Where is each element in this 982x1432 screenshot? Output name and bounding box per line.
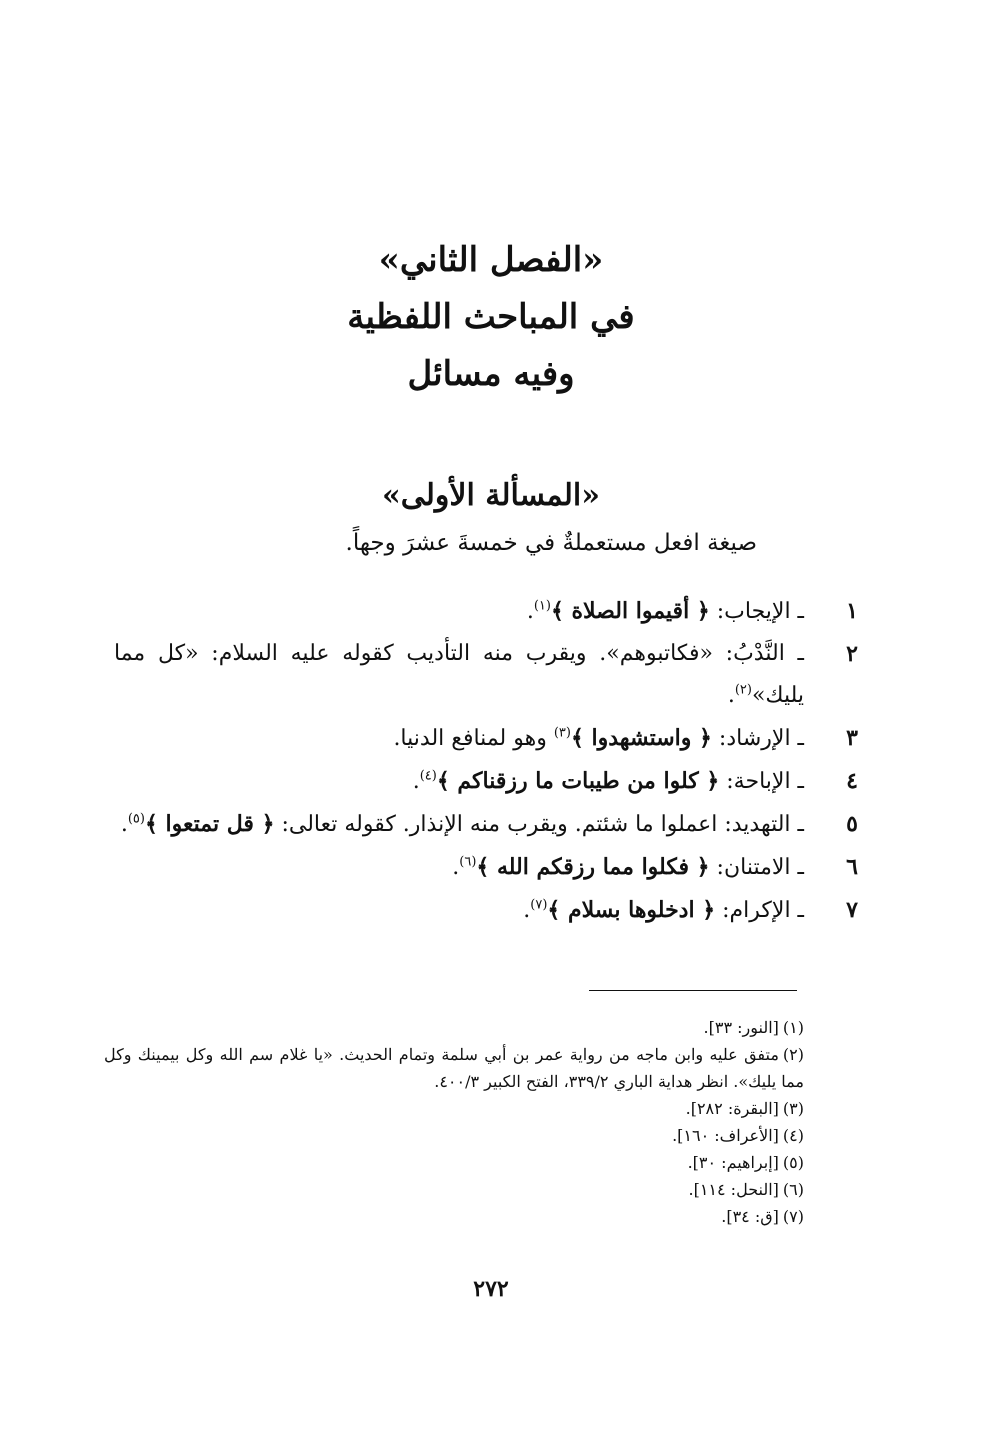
- footnote-text: [البقرة: ٢٨٢].: [685, 1099, 779, 1118]
- chapter-title: «الفصل الثاني»: [378, 240, 604, 280]
- item-text: «فكاتبوهم». ويقرب منه التأديب كقوله عليه السلام: «كل مما يليك»: [114, 641, 804, 708]
- list-item: [114, 717, 858, 760]
- footnote: [104, 1149, 804, 1176]
- footnote-number: (٣): [782, 1099, 804, 1118]
- footnote-divider: [589, 990, 797, 991]
- footnote: [104, 1203, 804, 1230]
- page-number: ٢٧٢: [473, 1276, 509, 1302]
- footnote: [104, 1095, 804, 1122]
- quran-verse: ﴿ أقيموا الصلاة ﴾: [550, 598, 710, 624]
- item-label: ـ النَّدْبُ:: [712, 641, 804, 666]
- item-number: ٤: [846, 768, 858, 794]
- footnote-ref: (٢): [734, 682, 752, 698]
- footnote-number: (٢): [782, 1045, 805, 1064]
- footnote: [104, 1014, 804, 1041]
- item-text-end: .: [727, 683, 735, 708]
- item-text-end: .: [452, 855, 460, 880]
- footnote-text: [النحل: ١١٤].: [688, 1180, 779, 1199]
- footnote-ref: (٦): [459, 854, 477, 870]
- item-text-end: .: [523, 898, 531, 923]
- footnotes: [104, 1014, 804, 1230]
- item-text-end: وهو لمنافع الدنيا.: [393, 726, 554, 751]
- item-text: اعملوا ما شئتم. ويقرب منه الإنذار. كقوله تعالى:: [274, 812, 718, 837]
- quran-verse: ﴿ كلوا من طيبات ما رزقناكم ﴾: [436, 768, 720, 794]
- footnote-ref: (٧): [530, 897, 548, 913]
- usage-list: [114, 590, 858, 932]
- item-text-end: .: [526, 599, 534, 624]
- footnote-number: (٦): [782, 1180, 804, 1199]
- footnote-number: (٤): [782, 1126, 804, 1145]
- footnote-text: [الأعراف: ١٦٠].: [672, 1126, 779, 1145]
- footnote: [104, 1122, 804, 1149]
- list-item: [114, 590, 858, 633]
- chapter-subtitle-2: وفيه مسائل: [407, 354, 575, 394]
- footnote-ref: (٥): [127, 811, 145, 827]
- list-item: [114, 846, 858, 889]
- item-label: ـ الامتنان:: [709, 855, 804, 880]
- item-number: ١: [846, 598, 858, 624]
- quran-verse: ﴿ قل تمتعوا ﴾: [144, 811, 275, 837]
- item-label: ـ الإكرام:: [715, 898, 804, 923]
- item-label: ـ التهديد:: [717, 812, 804, 837]
- footnote-text: [إبراهيم: ٣٠].: [687, 1153, 779, 1172]
- item-number: ٧: [846, 897, 858, 923]
- footnote-ref: (١): [533, 598, 551, 614]
- chapter-subtitle: في المباحث اللفظية: [347, 297, 635, 337]
- item-number: ٣: [846, 725, 858, 751]
- footnote: [104, 1176, 804, 1203]
- list-item: [114, 889, 858, 932]
- section-title: «المسألة الأولى»: [382, 478, 600, 513]
- item-text-end: .: [120, 812, 128, 837]
- footnote-ref: (٤): [419, 768, 437, 784]
- footnote-text: [النور: ٣٣].: [703, 1018, 779, 1037]
- quran-verse: ﴿ واستشهدوا ﴾: [570, 725, 712, 751]
- list-item: [114, 633, 858, 717]
- chapter-heading: [0, 232, 982, 403]
- footnote: [104, 1041, 804, 1095]
- item-text-end: .: [412, 769, 420, 794]
- footnote-text: [ق: ٣٤].: [721, 1207, 779, 1226]
- item-number: ٦: [846, 854, 858, 880]
- footnote-number: (٥): [782, 1153, 804, 1172]
- list-item: [114, 803, 858, 846]
- section-intro: صيغة افعل مستعملةٌ في خمسةَ عشرَ وجهاً.: [345, 530, 757, 556]
- item-label: ـ الإباحة:: [719, 769, 804, 794]
- quran-verse: ﴿ ادخلوها بسلام ﴾: [547, 897, 716, 923]
- item-label: ـ الإرشاد:: [711, 726, 804, 751]
- item-number: ٥: [846, 811, 858, 837]
- footnote-ref: (٣): [553, 725, 571, 741]
- footnote-text: متفق عليه وابن ماجه من رواية عمر بن أبي سلمة وتمام الحديث. «يا غلام سم الله وكل بيمينك وكل مما يليك». انظر هداية الباري ٣٣٩/٢، الفتح الكبير ٤٠٠/٣.: [104, 1045, 804, 1091]
- item-label: ـ الإيجاب:: [709, 599, 804, 624]
- item-number: ٢: [846, 641, 858, 667]
- footnote-number: (٧): [782, 1207, 804, 1226]
- footnote-number: (١): [782, 1018, 804, 1037]
- list-item: [114, 760, 858, 803]
- quran-verse: ﴿ فكلوا مما رزقكم الله ﴾: [476, 854, 710, 880]
